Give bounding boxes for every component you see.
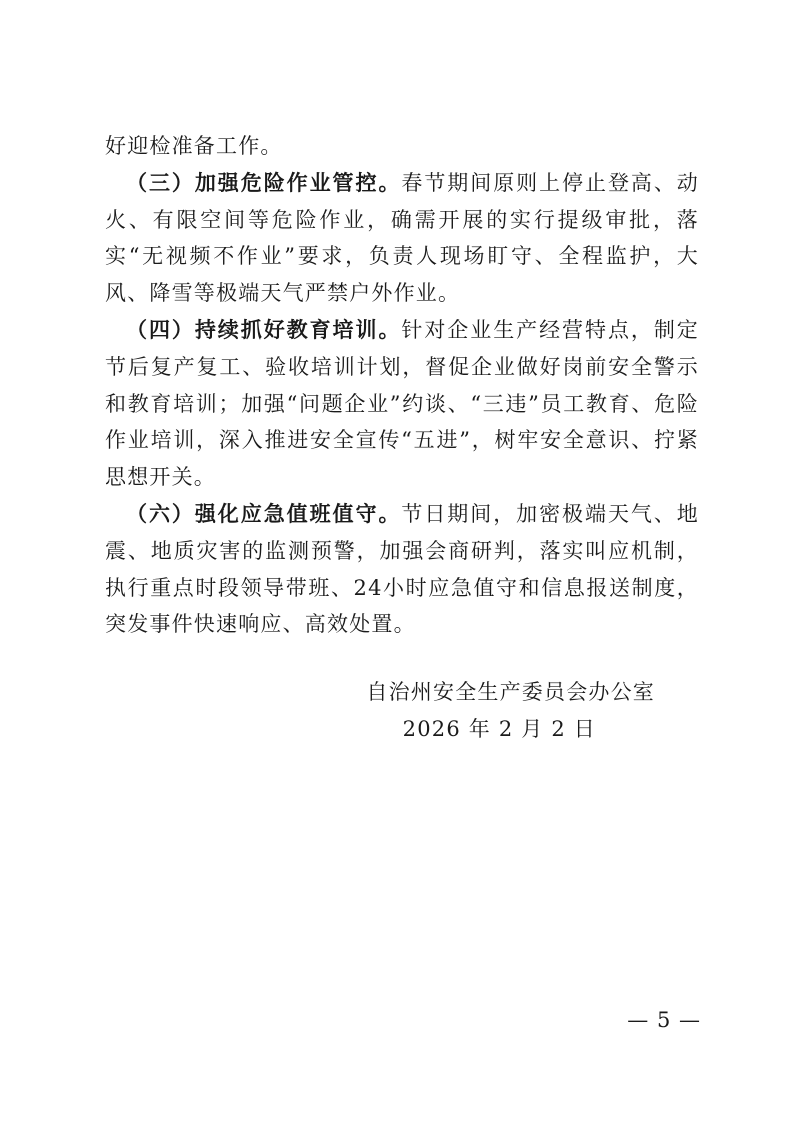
paragraph-heading: （六）强化应急值班值守。 — [126, 500, 402, 526]
signature-organization: 自治州安全生产委员会办公室 — [366, 680, 655, 704]
paragraph-heading: （四）持续抓好教育培训。 — [126, 316, 402, 342]
document-body — [105, 128, 699, 643]
paragraph-emergency-duty — [105, 496, 699, 643]
paragraph-body: 春节期间原则上停止登高、动火、有限空间等危险作业，确需开展的实行提级审批，落实“无视频不作业”要求，负责人现场盯守、全程监护，大风、降雪等极端天气严禁户外作业。 — [105, 170, 699, 306]
paragraph-hazardous-work-control — [105, 165, 699, 312]
paragraph-body: 好迎检准备工作。 — [105, 134, 283, 158]
paragraph-body: 节日期间，加密极端天气、地震、地质灾害的监测预警，加强会商研判，落实叫应机制，执行重点时段领导带班、24小时应急值守和信息报送制度，突发事件快速响应、高效处置。 — [105, 501, 699, 637]
paragraph-continuation — [105, 128, 699, 165]
signature-date: 2026 年 2 月 2 日 — [402, 717, 596, 741]
paragraph-heading: （三）加强危险作业管控。 — [126, 169, 402, 195]
page-number: — 5 — — [627, 1008, 701, 1032]
paragraph-education-training — [105, 312, 699, 496]
paragraph-body: 针对企业生产经营特点，制定节后复产复工、验收培训计划，督促企业做好岗前安全警示和教育培训；加强“问题企业”约谈、“三违”员工教育、危险作业培训，深入推进安全宣传“五进”，树牢安全意识、拧紧思想开关。 — [105, 317, 699, 490]
